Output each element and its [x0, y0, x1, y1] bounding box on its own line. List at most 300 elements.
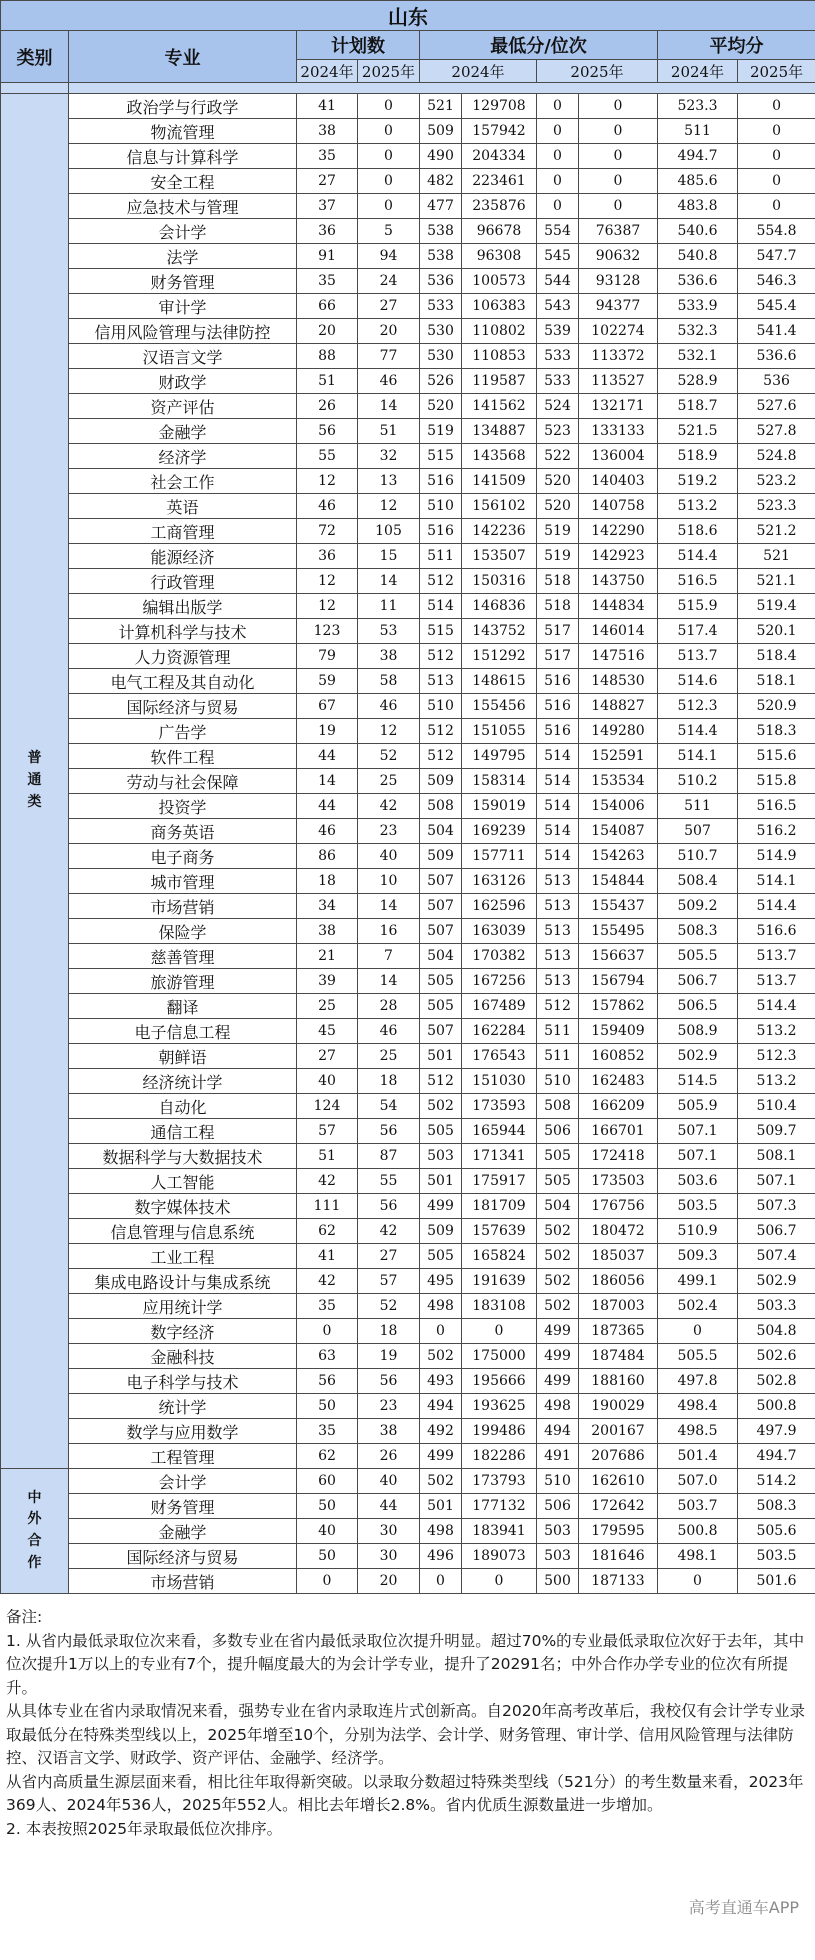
min-rank-2024-cell: 0 [462, 1569, 537, 1594]
min-score-2025-cell: 503 [537, 1544, 579, 1569]
min-score-2025-cell: 503 [537, 1519, 579, 1544]
min-score-2025-cell: 513 [537, 894, 579, 919]
plan-2024-cell: 35 [297, 269, 358, 294]
min-score-2025-cell: 513 [537, 969, 579, 994]
avg-2025-cell: 0 [738, 194, 815, 219]
avg-2025-cell: 519.4 [738, 594, 815, 619]
min-rank-2024-cell: 110853 [462, 344, 537, 369]
plan-2025-cell: 87 [358, 1144, 420, 1169]
avg-2024-cell: 513.2 [658, 494, 738, 519]
major-cell: 人工智能 [69, 1169, 297, 1194]
plan-2024-cell: 0 [297, 1569, 358, 1594]
min-score-2025-cell: 545 [537, 244, 579, 269]
notes-section [6, 1606, 812, 1841]
avg-2025-cell: 513.7 [738, 944, 815, 969]
major-cell: 金融学 [69, 1519, 297, 1544]
major-cell: 数据科学与大数据技术 [69, 1144, 297, 1169]
avg-2025-cell: 516.6 [738, 919, 815, 944]
plan-2025-cell: 54 [358, 1094, 420, 1119]
min-rank-2025-cell: 0 [579, 169, 658, 194]
avg-2025-cell: 516.5 [738, 794, 815, 819]
min-rank-2024-cell: 235876 [462, 194, 537, 219]
plan-2024-cell: 39 [297, 969, 358, 994]
min-rank-2025-cell: 102274 [579, 319, 658, 344]
min-rank-2024-cell: 153507 [462, 544, 537, 569]
min-score-2024-cell: 520 [420, 394, 462, 419]
min-score-2024-cell: 509 [420, 844, 462, 869]
avg-2024-cell: 498.5 [658, 1419, 738, 1444]
major-cell: 工程管理 [69, 1444, 297, 1469]
min-rank-2024-cell: 163126 [462, 869, 537, 894]
plan-2025-cell: 14 [358, 969, 420, 994]
plan-2024-cell: 25 [297, 994, 358, 1019]
plan-2025-cell: 30 [358, 1519, 420, 1544]
min-rank-2025-cell: 90632 [579, 244, 658, 269]
min-rank-2024-cell: 170382 [462, 944, 537, 969]
min-score-2025-cell: 519 [537, 519, 579, 544]
header-major: 专业 [69, 31, 297, 83]
table-row [1, 469, 815, 494]
min-score-2025-cell: 514 [537, 844, 579, 869]
min-score-2025-cell: 511 [537, 1019, 579, 1044]
min-rank-2025-cell: 176756 [579, 1194, 658, 1219]
major-cell: 英语 [69, 494, 297, 519]
table-row [1, 944, 815, 969]
major-cell: 市场营销 [69, 894, 297, 919]
major-cell: 经济统计学 [69, 1069, 297, 1094]
table-row [1, 894, 815, 919]
min-score-2024-cell: 503 [420, 1144, 462, 1169]
min-rank-2024-cell: 148615 [462, 669, 537, 694]
plan-2024-cell: 44 [297, 744, 358, 769]
note-2: 从具体专业在省内录取情况来看，强势专业在省内录取连片式创新高。自2020年高考改革后，我校仅有会计学专业录取最低分在特殊类型线以上，2025年增至10个，分别为法学、会计学、财务管理、审计学、信用风险管理与法律防控、汉语言文学、财政学、资产评估、金融学、经济学。 [6, 1702, 805, 1767]
min-rank-2025-cell: 160852 [579, 1044, 658, 1069]
plan-2025-cell: 0 [358, 194, 420, 219]
min-rank-2025-cell: 140758 [579, 494, 658, 519]
min-score-2024-cell: 498 [420, 1519, 462, 1544]
table-row [1, 1019, 815, 1044]
plan-2025-cell: 46 [358, 369, 420, 394]
plan-2024-cell: 12 [297, 469, 358, 494]
table-row [1, 1069, 815, 1094]
plan-2024-cell: 51 [297, 1144, 358, 1169]
plan-2024-cell: 46 [297, 819, 358, 844]
plan-2025-cell: 7 [358, 944, 420, 969]
min-rank-2024-cell: 157639 [462, 1219, 537, 1244]
min-rank-2025-cell: 173503 [579, 1169, 658, 1194]
avg-2025-cell: 0 [738, 169, 815, 194]
min-score-2024-cell: 508 [420, 794, 462, 819]
avg-2024-cell: 0 [658, 1569, 738, 1594]
plan-2024-cell: 12 [297, 594, 358, 619]
avg-2025-cell: 521.1 [738, 569, 815, 594]
avg-2024-cell: 518.9 [658, 444, 738, 469]
min-rank-2025-cell: 147516 [579, 644, 658, 669]
avg-2025-cell: 523.3 [738, 494, 815, 519]
min-score-2024-cell: 538 [420, 219, 462, 244]
min-score-2024-cell: 507 [420, 894, 462, 919]
min-rank-2024-cell: 157711 [462, 844, 537, 869]
min-score-2024-cell: 530 [420, 319, 462, 344]
plan-2024-cell: 35 [297, 1419, 358, 1444]
plan-2024-cell: 40 [297, 1069, 358, 1094]
min-rank-2025-cell: 200167 [579, 1419, 658, 1444]
plan-2025-cell: 14 [358, 894, 420, 919]
min-score-2024-cell: 512 [420, 744, 462, 769]
min-rank-2024-cell: 181709 [462, 1194, 537, 1219]
avg-2025-cell: 527.8 [738, 419, 815, 444]
min-score-2025-cell: 512 [537, 994, 579, 1019]
avg-2024-cell: 536.6 [658, 269, 738, 294]
plan-2024-cell: 56 [297, 419, 358, 444]
header-min-2025: 2025年 [537, 60, 658, 83]
plan-2024-cell: 45 [297, 1019, 358, 1044]
min-score-2025-cell: 514 [537, 769, 579, 794]
min-score-2025-cell: 502 [537, 1294, 579, 1319]
major-cell: 信息管理与信息系统 [69, 1219, 297, 1244]
avg-2024-cell: 507.1 [658, 1144, 738, 1169]
plan-2025-cell: 40 [358, 844, 420, 869]
avg-2024-cell: 540.8 [658, 244, 738, 269]
avg-2025-cell: 508.3 [738, 1494, 815, 1519]
table-row [1, 1319, 815, 1344]
table-row [1, 1444, 815, 1469]
avg-2024-cell: 502.9 [658, 1044, 738, 1069]
avg-2024-cell: 532.3 [658, 319, 738, 344]
avg-2024-cell: 502.4 [658, 1294, 738, 1319]
min-rank-2025-cell: 156794 [579, 969, 658, 994]
min-rank-2025-cell: 155495 [579, 919, 658, 944]
avg-2024-cell: 511 [658, 794, 738, 819]
plan-2025-cell: 11 [358, 594, 420, 619]
plan-2025-cell: 42 [358, 1219, 420, 1244]
plan-2025-cell: 26 [358, 1444, 420, 1469]
min-score-2024-cell: 509 [420, 769, 462, 794]
min-rank-2024-cell: 142236 [462, 519, 537, 544]
min-score-2024-cell: 536 [420, 269, 462, 294]
min-rank-2025-cell: 154006 [579, 794, 658, 819]
plan-2024-cell: 91 [297, 244, 358, 269]
plan-2024-cell: 20 [297, 319, 358, 344]
avg-2024-cell: 516.5 [658, 569, 738, 594]
major-cell: 电子商务 [69, 844, 297, 869]
avg-2025-cell: 497.9 [738, 1419, 815, 1444]
table-title: 山东 [1, 1, 815, 31]
avg-2024-cell: 505.5 [658, 1344, 738, 1369]
table-row [1, 569, 815, 594]
min-rank-2025-cell: 187365 [579, 1319, 658, 1344]
avg-2025-cell: 518.1 [738, 669, 815, 694]
plan-2025-cell: 20 [358, 1569, 420, 1594]
min-score-2025-cell: 523 [537, 419, 579, 444]
avg-2025-cell: 524.8 [738, 444, 815, 469]
avg-2025-cell: 509.7 [738, 1119, 815, 1144]
avg-2024-cell: 514.4 [658, 719, 738, 744]
table-row [1, 544, 815, 569]
min-rank-2025-cell: 148827 [579, 694, 658, 719]
min-score-2025-cell: 514 [537, 744, 579, 769]
avg-2025-cell: 514.2 [738, 1469, 815, 1494]
plan-2025-cell: 56 [358, 1194, 420, 1219]
plan-2025-cell: 28 [358, 994, 420, 1019]
plan-2024-cell: 50 [297, 1494, 358, 1519]
avg-2025-cell: 536.6 [738, 344, 815, 369]
avg-2024-cell: 503.5 [658, 1194, 738, 1219]
plan-2025-cell: 51 [358, 419, 420, 444]
plan-2025-cell: 0 [358, 144, 420, 169]
min-score-2024-cell: 499 [420, 1444, 462, 1469]
major-cell: 应急技术与管理 [69, 194, 297, 219]
plan-2024-cell: 38 [297, 919, 358, 944]
plan-2024-cell: 26 [297, 394, 358, 419]
min-score-2025-cell: 502 [537, 1219, 579, 1244]
major-cell: 通信工程 [69, 1119, 297, 1144]
avg-2025-cell: 515.8 [738, 769, 815, 794]
plan-2025-cell: 0 [358, 119, 420, 144]
plan-2025-cell: 30 [358, 1544, 420, 1569]
min-score-2025-cell: 520 [537, 469, 579, 494]
min-score-2025-cell: 505 [537, 1144, 579, 1169]
table-row [1, 394, 815, 419]
min-rank-2025-cell: 94377 [579, 294, 658, 319]
plan-2025-cell: 57 [358, 1269, 420, 1294]
min-rank-2024-cell: 169239 [462, 819, 537, 844]
table-row [1, 969, 815, 994]
table-row [1, 744, 815, 769]
plan-2024-cell: 46 [297, 494, 358, 519]
plan-2024-cell: 19 [297, 719, 358, 744]
table-row [1, 1219, 815, 1244]
avg-2024-cell: 507 [658, 819, 738, 844]
plan-2025-cell: 27 [358, 294, 420, 319]
plan-2024-cell: 124 [297, 1094, 358, 1119]
min-rank-2025-cell: 76387 [579, 219, 658, 244]
major-cell: 数字媒体技术 [69, 1194, 297, 1219]
min-score-2025-cell: 506 [537, 1119, 579, 1144]
plan-2025-cell: 44 [358, 1494, 420, 1519]
table-row [1, 194, 815, 219]
avg-2024-cell: 510.2 [658, 769, 738, 794]
avg-2025-cell: 515.6 [738, 744, 815, 769]
table-row [1, 1119, 815, 1144]
header-plan-2024: 2024年 [297, 60, 358, 83]
min-rank-2024-cell: 199486 [462, 1419, 537, 1444]
min-score-2025-cell: 499 [537, 1369, 579, 1394]
min-rank-2025-cell: 166209 [579, 1094, 658, 1119]
min-rank-2024-cell: 149795 [462, 744, 537, 769]
category-cell: 普 通 类 [1, 94, 69, 1469]
major-cell: 人力资源管理 [69, 644, 297, 669]
plan-2025-cell: 38 [358, 644, 420, 669]
table-row [1, 669, 815, 694]
min-score-2024-cell: 0 [420, 1319, 462, 1344]
min-score-2024-cell: 507 [420, 1019, 462, 1044]
min-score-2025-cell: 518 [537, 594, 579, 619]
avg-2025-cell: 518.4 [738, 644, 815, 669]
avg-2024-cell: 515.9 [658, 594, 738, 619]
min-score-2025-cell: 0 [537, 94, 579, 119]
min-rank-2025-cell: 143750 [579, 569, 658, 594]
table-row [1, 119, 815, 144]
avg-2024-cell: 514.6 [658, 669, 738, 694]
min-rank-2025-cell: 156637 [579, 944, 658, 969]
table-row [1, 1544, 815, 1569]
avg-2025-cell: 523.2 [738, 469, 815, 494]
major-cell: 信息与计算科学 [69, 144, 297, 169]
table-row [1, 244, 815, 269]
major-cell: 劳动与社会保障 [69, 769, 297, 794]
plan-2024-cell: 59 [297, 669, 358, 694]
min-rank-2024-cell: 156102 [462, 494, 537, 519]
avg-2024-cell: 499.1 [658, 1269, 738, 1294]
min-rank-2025-cell: 180472 [579, 1219, 658, 1244]
major-cell: 城市管理 [69, 869, 297, 894]
plan-2025-cell: 20 [358, 319, 420, 344]
plan-2025-cell: 18 [358, 1319, 420, 1344]
min-score-2025-cell: 513 [537, 869, 579, 894]
avg-2024-cell: 523.3 [658, 94, 738, 119]
major-cell: 财政学 [69, 369, 297, 394]
min-score-2024-cell: 494 [420, 1394, 462, 1419]
min-score-2025-cell: 522 [537, 444, 579, 469]
min-rank-2025-cell: 172418 [579, 1144, 658, 1169]
min-rank-2024-cell: 158314 [462, 769, 537, 794]
plan-2025-cell: 38 [358, 1419, 420, 1444]
avg-2024-cell: 0 [658, 1319, 738, 1344]
min-score-2024-cell: 0 [420, 1569, 462, 1594]
plan-2024-cell: 18 [297, 869, 358, 894]
min-score-2025-cell: 502 [537, 1244, 579, 1269]
major-cell: 财务管理 [69, 269, 297, 294]
min-score-2024-cell: 482 [420, 169, 462, 194]
avg-2024-cell: 509.2 [658, 894, 738, 919]
avg-2024-cell: 485.6 [658, 169, 738, 194]
avg-2025-cell: 507.3 [738, 1194, 815, 1219]
plan-2025-cell: 40 [358, 1469, 420, 1494]
min-rank-2024-cell: 159019 [462, 794, 537, 819]
avg-2024-cell: 514.4 [658, 544, 738, 569]
plan-2025-cell: 52 [358, 744, 420, 769]
table-row [1, 444, 815, 469]
major-cell: 数字经济 [69, 1319, 297, 1344]
plan-2025-cell: 14 [358, 394, 420, 419]
plan-2024-cell: 42 [297, 1169, 358, 1194]
avg-2024-cell: 510.7 [658, 844, 738, 869]
table-row [1, 794, 815, 819]
header-category: 类别 [1, 31, 69, 83]
min-score-2024-cell: 515 [420, 444, 462, 469]
major-cell: 朝鲜语 [69, 1044, 297, 1069]
plan-2024-cell: 66 [297, 294, 358, 319]
avg-2024-cell: 509.3 [658, 1244, 738, 1269]
major-cell: 金融学 [69, 419, 297, 444]
header-plan: 计划数 [297, 31, 420, 60]
table-row [1, 994, 815, 1019]
avg-2024-cell: 508.3 [658, 919, 738, 944]
min-rank-2024-cell: 204334 [462, 144, 537, 169]
plan-2025-cell: 77 [358, 344, 420, 369]
plan-2024-cell: 42 [297, 1269, 358, 1294]
plan-2025-cell: 23 [358, 1394, 420, 1419]
plan-2025-cell: 15 [358, 544, 420, 569]
plan-2024-cell: 38 [297, 119, 358, 144]
min-rank-2024-cell: 167489 [462, 994, 537, 1019]
table-row [1, 719, 815, 744]
min-score-2024-cell: 510 [420, 494, 462, 519]
plan-2024-cell: 56 [297, 1369, 358, 1394]
avg-2025-cell: 513.7 [738, 969, 815, 994]
plan-2025-cell: 105 [358, 519, 420, 544]
min-score-2025-cell: 494 [537, 1419, 579, 1444]
min-rank-2024-cell: 189073 [462, 1544, 537, 1569]
avg-2024-cell: 514.5 [658, 1069, 738, 1094]
table-row [1, 694, 815, 719]
avg-2025-cell: 520.1 [738, 619, 815, 644]
min-score-2024-cell: 501 [420, 1169, 462, 1194]
major-cell: 旅游管理 [69, 969, 297, 994]
min-rank-2024-cell: 157942 [462, 119, 537, 144]
table-row [1, 1369, 815, 1394]
min-score-2025-cell: 502 [537, 1269, 579, 1294]
min-rank-2024-cell: 165944 [462, 1119, 537, 1144]
plan-2024-cell: 40 [297, 1519, 358, 1544]
table-row [1, 1044, 815, 1069]
min-score-2025-cell: 0 [537, 119, 579, 144]
plan-2024-cell: 111 [297, 1194, 358, 1219]
min-rank-2024-cell: 165824 [462, 1244, 537, 1269]
min-rank-2024-cell: 143752 [462, 619, 537, 644]
plan-2024-cell: 34 [297, 894, 358, 919]
min-rank-2024-cell: 167256 [462, 969, 537, 994]
min-score-2025-cell: 514 [537, 794, 579, 819]
table-row [1, 919, 815, 944]
min-rank-2025-cell: 144834 [579, 594, 658, 619]
min-rank-2025-cell: 190029 [579, 1394, 658, 1419]
min-score-2024-cell: 515 [420, 619, 462, 644]
table-body [1, 94, 815, 1594]
min-rank-2025-cell: 187133 [579, 1569, 658, 1594]
avg-2025-cell: 527.6 [738, 394, 815, 419]
min-rank-2025-cell: 185037 [579, 1244, 658, 1269]
min-rank-2025-cell: 132171 [579, 394, 658, 419]
table-row [1, 1344, 815, 1369]
avg-2024-cell: 510.9 [658, 1219, 738, 1244]
min-rank-2025-cell: 0 [579, 144, 658, 169]
min-score-2025-cell: 516 [537, 694, 579, 719]
plan-2024-cell: 86 [297, 844, 358, 869]
table-row [1, 169, 815, 194]
table-row [1, 519, 815, 544]
plan-2025-cell: 23 [358, 819, 420, 844]
avg-2024-cell: 503.7 [658, 1494, 738, 1519]
min-score-2025-cell: 516 [537, 669, 579, 694]
major-cell: 应用统计学 [69, 1294, 297, 1319]
plan-2024-cell: 123 [297, 619, 358, 644]
min-score-2025-cell: 524 [537, 394, 579, 419]
avg-2024-cell: 508.9 [658, 1019, 738, 1044]
table-row [1, 319, 815, 344]
plan-2025-cell: 5 [358, 219, 420, 244]
min-rank-2025-cell: 153534 [579, 769, 658, 794]
min-score-2024-cell: 512 [420, 1069, 462, 1094]
major-cell: 会计学 [69, 219, 297, 244]
plan-2025-cell: 14 [358, 569, 420, 594]
major-cell: 投资学 [69, 794, 297, 819]
avg-2024-cell: 505.5 [658, 944, 738, 969]
avg-2024-cell: 518.6 [658, 519, 738, 544]
plan-2024-cell: 50 [297, 1544, 358, 1569]
major-cell: 市场营销 [69, 1569, 297, 1594]
